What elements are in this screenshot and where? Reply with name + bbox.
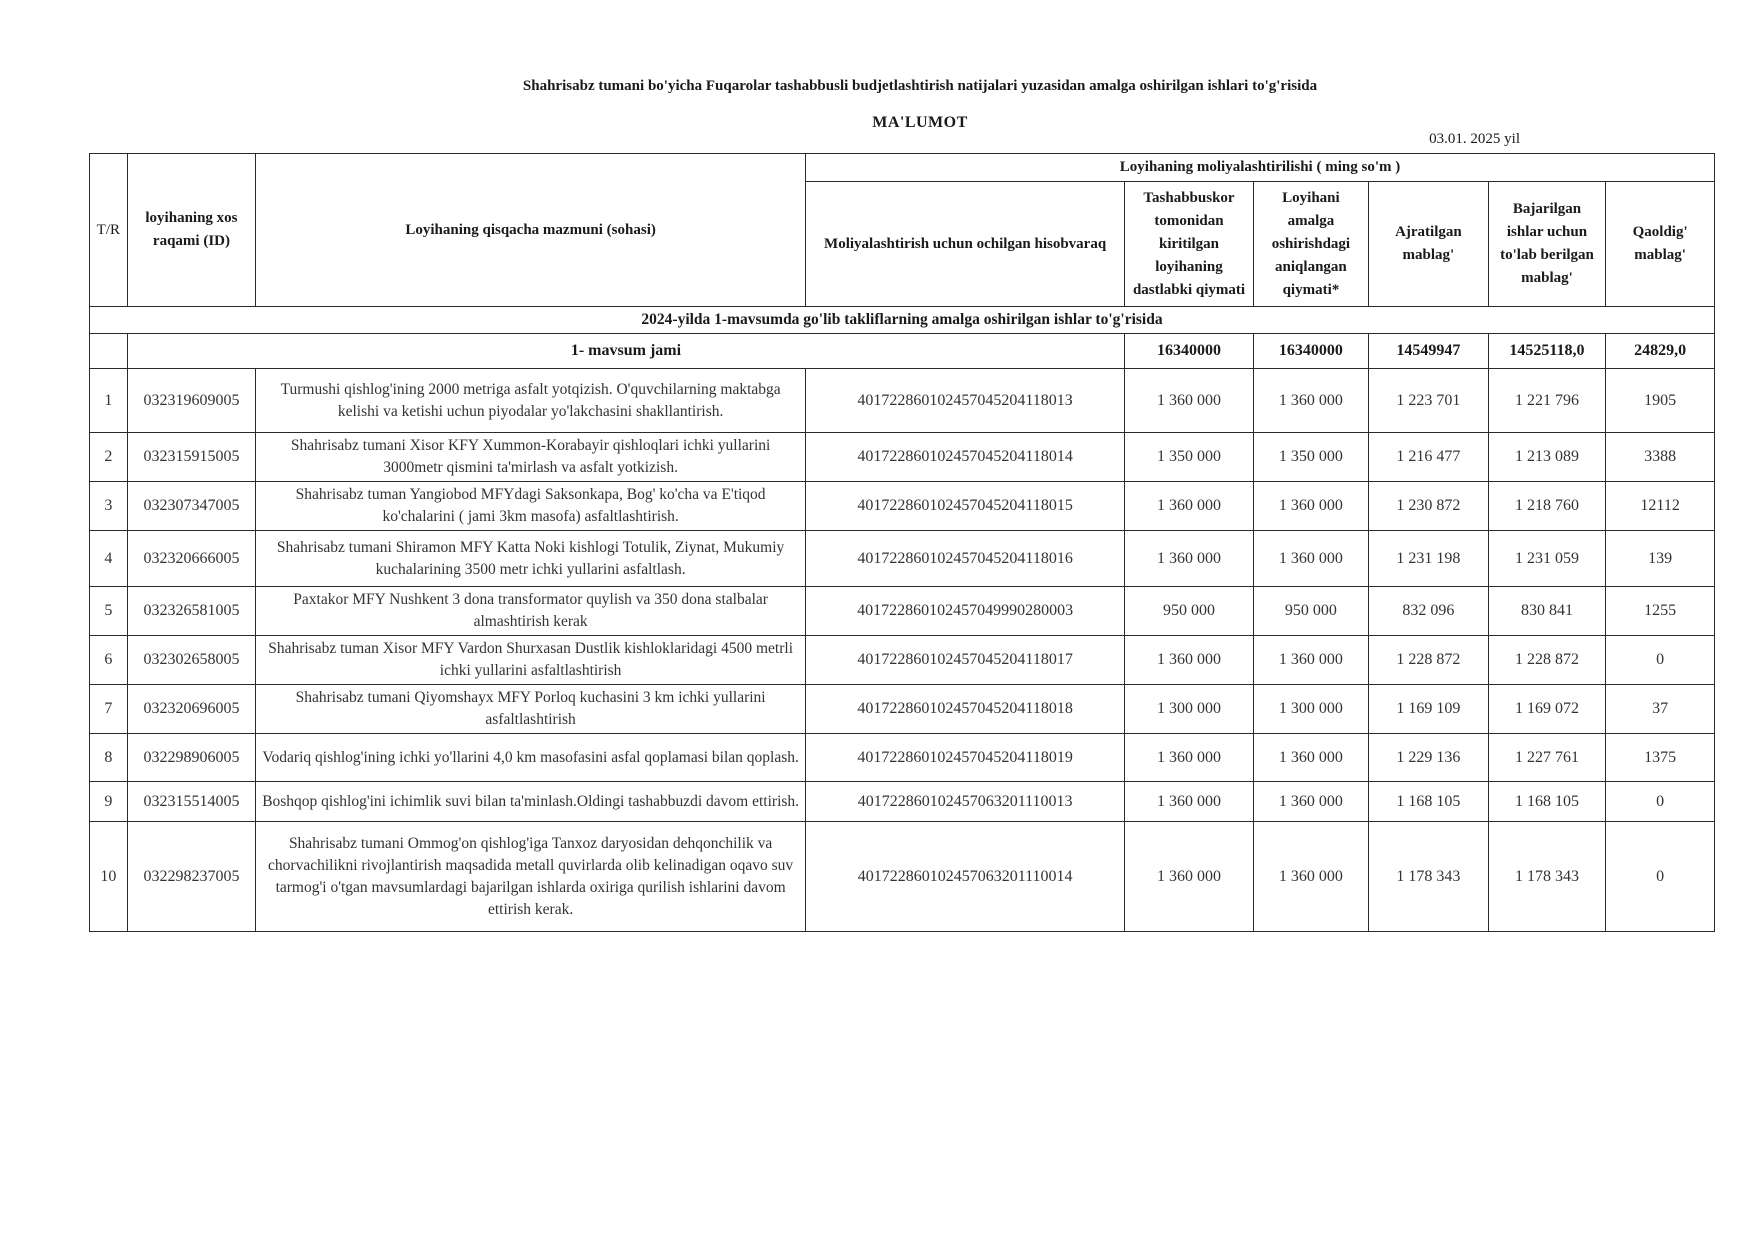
account-number: 401722860102457063201110014 <box>806 822 1125 932</box>
paid-amount: 1 231 059 <box>1488 531 1605 587</box>
header-desc: Loyihaning qisqacha mazmuni (sohasi) <box>256 154 806 307</box>
header-allocated: Ajratilgan mablag' <box>1369 182 1489 307</box>
remaining-amount: 12112 <box>1606 482 1715 531</box>
header-determined: Loyihani amalga oshirishdagi aniqlangan qiymati* <box>1253 182 1368 307</box>
allocated-amount: 1 216 477 <box>1369 433 1489 482</box>
project-description: Shahrisabz tuman Yangiobod MFYdagi Saksonkapa, Bog' ko'cha va E'tiqod ko'chalarini ( jami 3km masofa) asfaltlashtirish. <box>256 482 806 531</box>
account-number: 401722860102457049990280003 <box>806 587 1125 636</box>
allocated-amount: 1 230 872 <box>1369 482 1489 531</box>
table-row <box>90 782 1715 822</box>
row-number: 9 <box>90 782 128 822</box>
remaining-amount: 0 <box>1606 636 1715 685</box>
project-id: 032298237005 <box>127 822 256 932</box>
table-row <box>90 531 1715 587</box>
project-description: Paxtakor MFY Nushkent 3 dona transformator quylish va 350 dona stalbalar almashtirish kerak <box>256 587 806 636</box>
determined-value: 1 360 000 <box>1253 369 1368 433</box>
paid-amount: 1 169 072 <box>1488 685 1605 734</box>
account-number: 40172286010245704520411801З <box>806 369 1125 433</box>
allocated-amount: 1 178 343 <box>1369 822 1489 932</box>
account-number: 401722860102457045204118017 <box>806 636 1125 685</box>
row-number: 1 <box>90 369 128 433</box>
remaining-amount: 1255 <box>1606 587 1715 636</box>
totals-determined: 16340000 <box>1253 334 1368 369</box>
row-number: 2 <box>90 433 128 482</box>
remaining-amount: 139 <box>1606 531 1715 587</box>
initial-value: 1 360 000 <box>1125 782 1254 822</box>
row-number: 8 <box>90 734 128 782</box>
paid-amount: 1 221 796 <box>1488 369 1605 433</box>
determined-value: 950 000 <box>1253 587 1368 636</box>
determined-value: 1 360 000 <box>1253 782 1368 822</box>
row-number: 5 <box>90 587 128 636</box>
totals-allocated: 14549947 <box>1369 334 1489 369</box>
project-id: 032326581005 <box>127 587 256 636</box>
determined-value: 1 360 000 <box>1253 734 1368 782</box>
project-id: 032302658005 <box>127 636 256 685</box>
budget-table <box>89 153 1715 932</box>
project-description: Shahrisabz tuman Xisor MFY Vardon Shurxasan Dustlik kishloklaridagi 4500 metrli ichki yullarini asfaltlashtirish <box>256 636 806 685</box>
project-description: Boshqop qishlog'ini ichimlik suvi bilan ta'minlash.Oldingi tashabbuzdi davom ettirish. <box>256 782 806 822</box>
row-number: 3 <box>90 482 128 531</box>
header-remaining: Qaoldig' mablag' <box>1606 182 1715 307</box>
project-id: 032307347005 <box>127 482 256 531</box>
header-paid: Bajarilgan ishlar uchun to'lab berilgan mablag' <box>1488 182 1605 307</box>
table-row <box>90 636 1715 685</box>
project-description: Shahrisabz tumani Qiyomshayx MFY Porloq kuchasini 3 km ichki yullarini asfaltlashtirish <box>256 685 806 734</box>
initial-value: 1 300 000 <box>1125 685 1254 734</box>
table-row <box>90 822 1715 932</box>
document-date: 03.01. 2025 yil <box>1429 131 1520 147</box>
allocated-amount: 1 228 872 <box>1369 636 1489 685</box>
paid-amount: 830 841 <box>1488 587 1605 636</box>
account-number: 401722860102457063201110013 <box>806 782 1125 822</box>
table-row <box>90 734 1715 782</box>
header-account: Moliyalashtirish uchun ochilgan hisobvaraq <box>806 182 1125 307</box>
header-initial: Tashabbuskor tomonidan kiritilgan loyihaning dastlabki qiymati <box>1125 182 1254 307</box>
project-description: Shahrisabz tumani Xisor KFY Xummon-Korabayir qishloqlari ichki yullarini 3000metr qismini ta'mirlash va asfalt yotkizish. <box>256 433 806 482</box>
project-description: Vodariq qishlog'ining ichki yo'llarini 4,0 km masofasini asfal qoplamasi bilan qoplash. <box>256 734 806 782</box>
project-id: 032315915005 <box>127 433 256 482</box>
remaining-amount: 37 <box>1606 685 1715 734</box>
project-id: 032320666005 <box>127 531 256 587</box>
totals-paid: 14525118,0 <box>1488 334 1605 369</box>
document-subtitle: MA'LUMOT <box>872 114 968 131</box>
totals-row <box>90 334 1715 369</box>
document-title: Shahrisabz tumani bo'yicha Fuqarolar tashabbusli budjetlashtirish natijalari yuzasidan amalga oshirilgan ishlari to'g'risida <box>522 78 1318 94</box>
paid-amount: 1 213 089 <box>1488 433 1605 482</box>
determined-value: 1 360 000 <box>1253 531 1368 587</box>
paid-amount: 1 218 760 <box>1488 482 1605 531</box>
table-row <box>90 433 1715 482</box>
row-number: 6 <box>90 636 128 685</box>
remaining-amount: 1905 <box>1606 369 1715 433</box>
row-number: 4 <box>90 531 128 587</box>
initial-value: 1 360 000 <box>1125 482 1254 531</box>
paid-amount: 1 227 761 <box>1488 734 1605 782</box>
paid-amount: 1 168 105 <box>1488 782 1605 822</box>
project-description: Turmushi qishlog'ining 2000 metriga asfalt yotqizish. O'quvchilarning maktabga kelishi va ketishi uchun piyodalar yo'lakchasini shakllantirish. <box>256 369 806 433</box>
account-number: 401722860102457045204118015 <box>806 482 1125 531</box>
row-number: 7 <box>90 685 128 734</box>
project-id: 032320696005 <box>127 685 256 734</box>
account-number: 401722860102457045204118018 <box>806 685 1125 734</box>
allocated-amount: 1 231 198 <box>1369 531 1489 587</box>
project-id: 032298906005 <box>127 734 256 782</box>
paid-amount: 1 178 343 <box>1488 822 1605 932</box>
determined-value: 1 350 000 <box>1253 433 1368 482</box>
totals-label: 1- mavsum jami <box>127 334 1125 369</box>
header-funding-group: Loyihaning moliyalashtirilishi ( ming so'm ) <box>806 154 1715 182</box>
project-id: 032319609005 <box>127 369 256 433</box>
totals-empty-cell <box>90 334 128 369</box>
initial-value: 1 360 000 <box>1125 636 1254 685</box>
header-tr: T/R <box>90 154 128 307</box>
initial-value: 950 000 <box>1125 587 1254 636</box>
determined-value: 1 360 000 <box>1253 636 1368 685</box>
determined-value: 1 360 000 <box>1253 482 1368 531</box>
table-row <box>90 482 1715 531</box>
remaining-amount: 3388 <box>1606 433 1715 482</box>
remaining-amount: 0 <box>1606 782 1715 822</box>
table-row <box>90 369 1715 433</box>
account-number: 401722860102457045204118016 <box>806 531 1125 587</box>
allocated-amount: 832 096 <box>1369 587 1489 636</box>
header-id: loyihaning xos raqami (ID) <box>127 154 256 307</box>
totals-initial: 16340000 <box>1125 334 1254 369</box>
determined-value: 1 300 000 <box>1253 685 1368 734</box>
remaining-amount: 1375 <box>1606 734 1715 782</box>
initial-value: 1 350 000 <box>1125 433 1254 482</box>
project-description: Shahrisabz tumani Shiramon MFY Katta Noki kishlogi Totulik, Ziynat, Mukumiy kuchalarining 3500 metr ichki yullarini asfaltlash. <box>256 531 806 587</box>
totals-remaining: 24829,0 <box>1606 334 1715 369</box>
project-description: Shahrisabz tumani Ommog'on qishlog'iga Tanxoz daryosidan dehqonchilik va chorvachilikni rivojlantirish maqsadida metall quvirlarda olib kelinadigan oqavo suv tarmog'i o'tgan mavsumlardagi bajarilgan ishlarda oxiriga qurilish ishlarini davom ettirish kerak. <box>256 822 806 932</box>
initial-value: 1 360 000 <box>1125 734 1254 782</box>
allocated-amount: 1 169 109 <box>1369 685 1489 734</box>
initial-value: 1 360 000 <box>1125 531 1254 587</box>
paid-amount: 1 228 872 <box>1488 636 1605 685</box>
allocated-amount: 1 168 105 <box>1369 782 1489 822</box>
account-number: 401722860102457045204118019 <box>806 734 1125 782</box>
allocated-amount: 1 229 136 <box>1369 734 1489 782</box>
row-number: 10 <box>90 822 128 932</box>
project-id: 032315514005 <box>127 782 256 822</box>
initial-value: 1 360 000 <box>1125 369 1254 433</box>
section-title: 2024-yilda 1-mavsumda go'lib takliflarning amalga oshirilgan ishlar to'g'risida <box>90 307 1715 334</box>
account-number: 401722860102457045204118014 <box>806 433 1125 482</box>
allocated-amount: 1 223 701 <box>1369 369 1489 433</box>
table-row <box>90 587 1715 636</box>
determined-value: 1 360 000 <box>1253 822 1368 932</box>
table-row <box>90 685 1715 734</box>
remaining-amount: 0 <box>1606 822 1715 932</box>
initial-value: 1 360 000 <box>1125 822 1254 932</box>
